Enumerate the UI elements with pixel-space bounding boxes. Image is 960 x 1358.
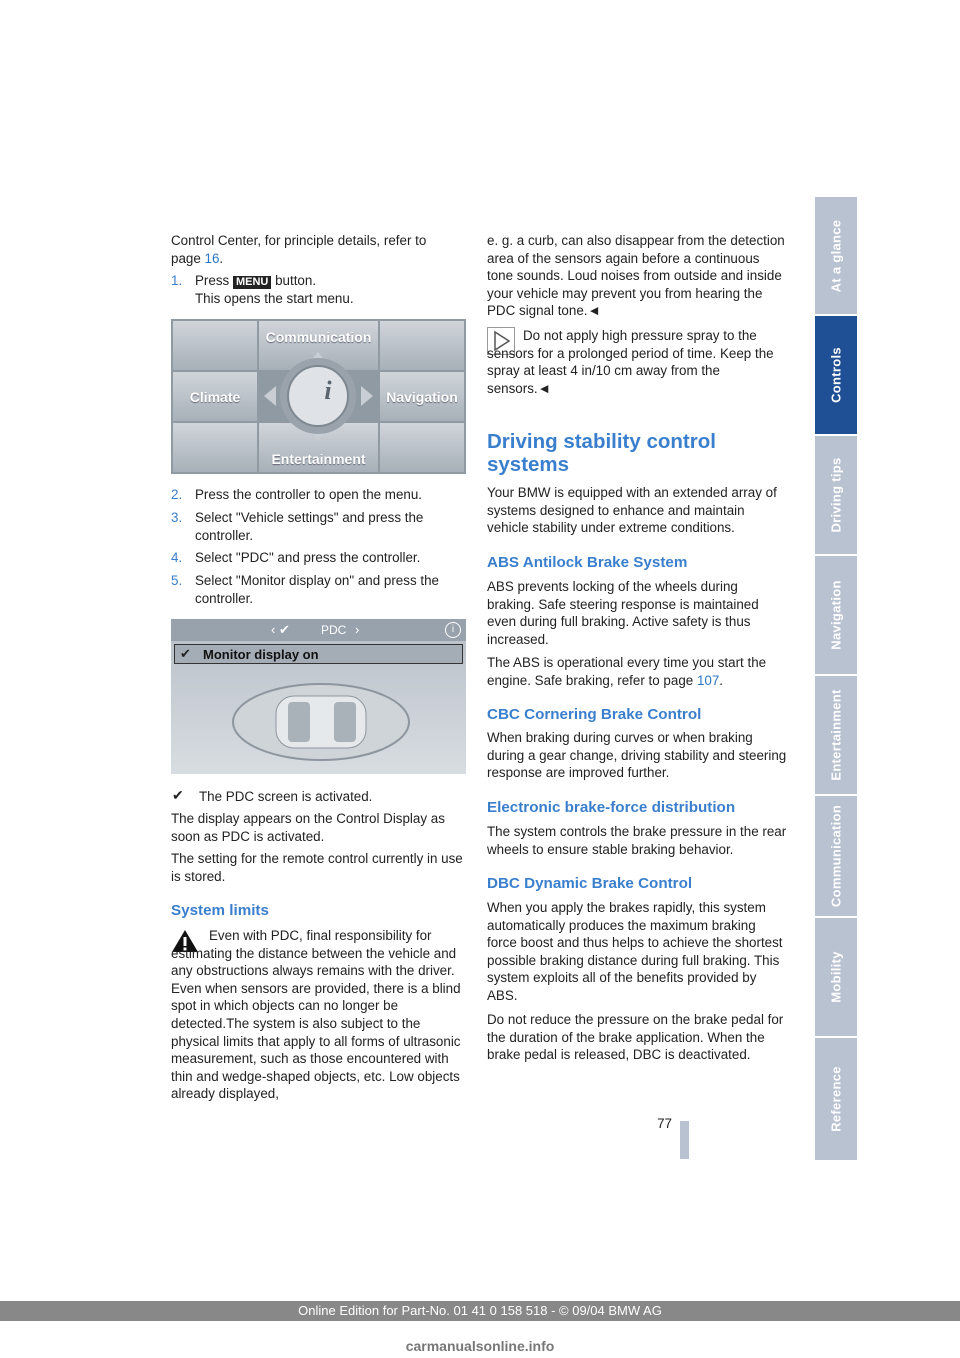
pdc-info-icon: i bbox=[445, 622, 461, 638]
page-link-107[interactable]: 107 bbox=[696, 672, 720, 688]
step-4: 4. Select "PDC" and press the controller. bbox=[171, 550, 421, 565]
tab-navigation[interactable]: Navigation bbox=[815, 556, 857, 676]
pdc-title: PDC bbox=[321, 623, 347, 637]
tab-mobility[interactable]: Mobility bbox=[815, 918, 857, 1038]
continued-text: e. g. a curb, can also disappear from the detection area of the sensors again before a continuous tone sounds. Loud noises from outside and inside your vehicle may prevent you from hearing the PDC signal tone.◄ bbox=[487, 233, 785, 319]
pdc-paragraph-2: The setting for the remote control currently in use is stored. bbox=[171, 851, 463, 884]
tab-controls[interactable]: Controls bbox=[815, 316, 857, 436]
menu-blank-bl bbox=[173, 423, 257, 472]
page-marker bbox=[680, 1121, 689, 1159]
step-2: 2. Press the controller to open the menu. bbox=[171, 487, 423, 502]
ebd-paragraph: The system controls the brake pressure in the rear wheels to ensure stable braking behavior. bbox=[487, 824, 787, 857]
menu-button-icon: MENU bbox=[233, 276, 271, 289]
abs-paragraph-2: The ABS is operational every time you start the engine. Safe braking, refer to page 107. bbox=[487, 655, 767, 688]
menu-blank-br bbox=[380, 423, 464, 472]
pdc-header bbox=[171, 619, 466, 641]
step-5: 5. Select "Monitor display on" and press the controller. bbox=[171, 573, 439, 606]
start-menu-screenshot bbox=[171, 319, 466, 474]
menu-blank-tr bbox=[380, 321, 464, 370]
cbc-paragraph: When braking during curves or when braking during a gear change, driving stability and steering response are improved further. bbox=[487, 730, 787, 781]
pdc-menu-item: ✔ Monitor display on bbox=[174, 644, 463, 664]
tab-at-a-glance[interactable]: At a glance bbox=[815, 197, 857, 316]
tab-communication[interactable]: Communication bbox=[815, 796, 857, 918]
info-icon: i bbox=[324, 376, 332, 405]
watermark: carmanualsonline.info bbox=[405, 1338, 555, 1354]
pdc-title-arrow-left: ‹ ✔ bbox=[271, 622, 290, 637]
dbc-heading: DBC Dynamic Brake Control bbox=[487, 875, 693, 892]
cbc-heading: CBC Cornering Brake Control bbox=[487, 706, 702, 723]
activated-check-icon: ✔ bbox=[172, 787, 184, 803]
menu-entertainment: Entertainment bbox=[259, 423, 378, 472]
page-link-16[interactable]: 16 bbox=[204, 250, 220, 266]
car-top-view bbox=[226, 674, 416, 769]
dsc-paragraph: Your BMW is equipped with an extended array of systems designed to enhance and maintain vehicle stability under extreme conditions. bbox=[487, 485, 777, 536]
page-number: 77 bbox=[657, 1116, 672, 1131]
tab-entertainment[interactable]: Entertainment bbox=[815, 676, 857, 796]
activated-text: The PDC screen is activated. bbox=[199, 789, 373, 804]
footer: Online Edition for Part-No. 01 41 0 158 518 - © 09/04 BMW AG bbox=[0, 1301, 960, 1321]
dsc-heading: Driving stability control systems bbox=[487, 430, 716, 476]
dbc-paragraph-1: When you apply the brakes rapidly, this system automatically produces the maximum braking force boost and thus helps to achieve the shortest possible braking distance during full braking. This system exploits all of the benefits provided by ABS. bbox=[487, 900, 783, 1003]
menu-navigation: Navigation bbox=[380, 372, 464, 421]
tab-driving-tips[interactable]: Driving tips bbox=[815, 436, 857, 556]
note-text: Do not apply high pressure spray to the sensors for a prolonged period of time. Keep the spray at least 4 in/10 cm away from the sensors.◄ bbox=[487, 328, 774, 396]
check-icon: ✔ bbox=[180, 646, 191, 661]
pdc-paragraph-1: The display appears on the Control Display as soon as PDC is activated. bbox=[171, 811, 445, 844]
tab-reference[interactable]: Reference bbox=[815, 1038, 857, 1162]
abs-heading: ABS Antilock Brake System bbox=[487, 554, 688, 571]
abs-paragraph-1: ABS prevents locking of the wheels during braking. Safe steering response is maintained even during full braking. Active safety is thus increased. bbox=[487, 579, 759, 647]
warning-text: Even with PDC, final responsibility for estimating the distance between the vehicle and any obstructions always remains with the driver. Even when sensors are provided, there is a blind spot in which objects can no longer be detected.The system is also subject to the physical limits that apply to all forms of ultrasonic measurement, such as those encountered with thin and wedge-shaped objects, etc. Low objects already displayed, bbox=[171, 928, 461, 1102]
dbc-paragraph-2: Do not reduce the pressure on the brake pedal for the duration of the brake application. When the brake pedal is released, DBC is deactivated. bbox=[487, 1012, 784, 1063]
menu-blank-tl bbox=[173, 321, 257, 370]
ebd-heading: Electronic brake-force distribution bbox=[487, 799, 736, 816]
intro-text: Control Center, for principle details, refer to page 16. bbox=[171, 233, 427, 266]
step-1: 1. Press MENU button. This opens the start menu. bbox=[171, 273, 354, 306]
menu-communication: Communication bbox=[259, 321, 378, 370]
menu-climate: Climate bbox=[173, 372, 257, 421]
pdc-screenshot bbox=[171, 619, 466, 774]
system-limits-heading: System limits bbox=[171, 902, 269, 919]
step-3: 3. Select "Vehicle settings" and press the controller. bbox=[171, 510, 424, 543]
pdc-title-arrow-right: › bbox=[355, 622, 360, 637]
